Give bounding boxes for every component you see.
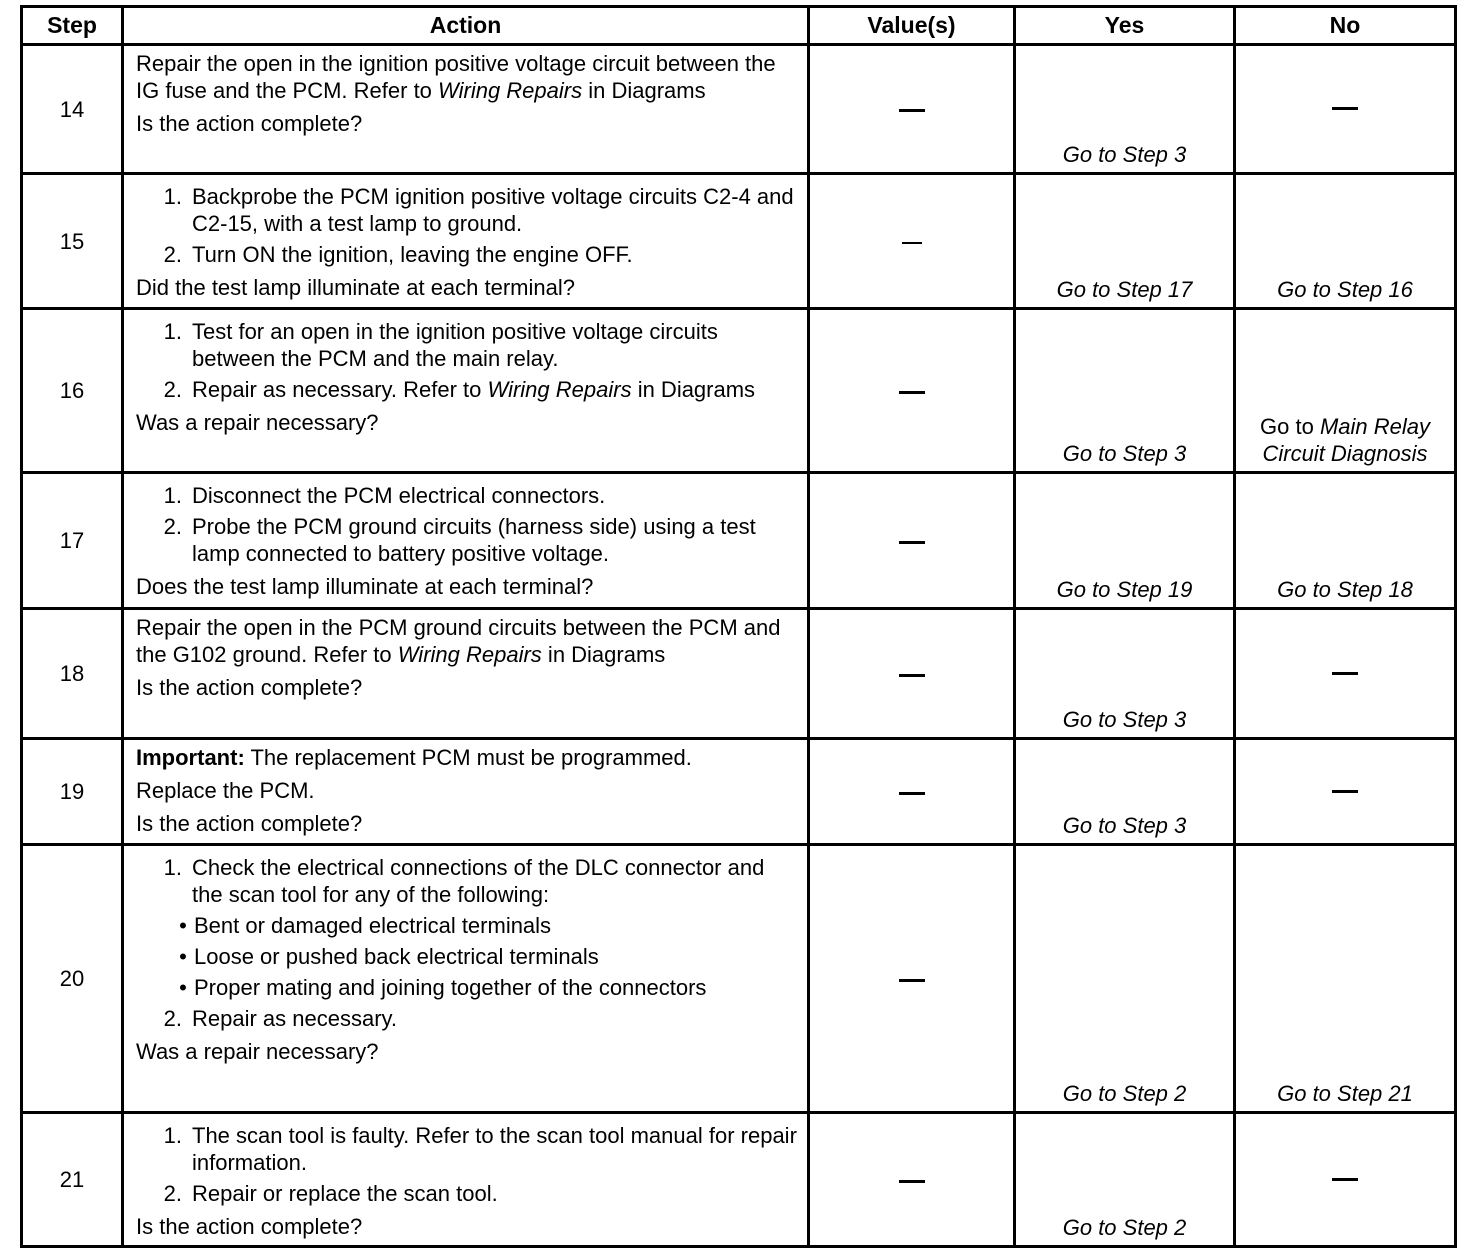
action-question: Is the action complete? (136, 111, 363, 136)
yes-cell: Go to Step 17 (1015, 174, 1235, 309)
list-item: • Proper mating and joining together of the connectors (179, 975, 707, 1000)
action-cell (123, 845, 809, 1113)
no-cell (1235, 739, 1456, 845)
action-question: Is the action complete? (136, 811, 363, 836)
step-number: 14 (22, 45, 123, 174)
numbered-item: 2. Repair as necessary. (163, 1006, 398, 1031)
diagnostic-table (20, 5, 1457, 1248)
table-row-step-19 (22, 739, 1456, 845)
action-question: Was a repair necessary? (136, 410, 379, 435)
no-cell: Go to Step 21 (1235, 845, 1456, 1113)
yes-cell: Go to Step 19 (1015, 473, 1235, 609)
table-header-row (22, 7, 1456, 45)
no-cell (1235, 45, 1456, 174)
empty-dash (899, 541, 925, 544)
value-cell (809, 174, 1015, 309)
empty-dash (899, 792, 925, 795)
value-cell (809, 1113, 1015, 1247)
numbered-item: 1. Test for an open in the ignition positive voltage circuits between the PCM and the main relay. (163, 319, 718, 371)
numbered-item: 2. Repair or replace the scan tool. (163, 1181, 498, 1206)
empty-dash (899, 391, 925, 394)
no-cell: Go to Step 18 (1235, 473, 1456, 609)
action-text: Replace the PCM. (136, 778, 315, 803)
step-number: 15 (22, 174, 123, 309)
action-cell (123, 739, 809, 845)
empty-dash (1332, 672, 1358, 675)
value-cell (809, 739, 1015, 845)
action-text: Repair the open in the PCM ground circuits between the PCM and the G102 ground. Refer to Wiring Repairs in Diagrams (136, 615, 781, 667)
action-cell (123, 309, 809, 473)
no-cell (1235, 609, 1456, 739)
empty-dash (899, 674, 925, 677)
action-question: Is the action complete? (136, 675, 363, 700)
table-row-step-16 (22, 309, 1456, 473)
action-cell (123, 45, 809, 174)
empty-dash (1332, 1178, 1358, 1181)
value-cell (809, 309, 1015, 473)
value-cell (809, 609, 1015, 739)
step-number: 21 (22, 1113, 123, 1247)
header-step: Step (22, 7, 123, 45)
numbered-item: 1. Disconnect the PCM electrical connectors. (163, 483, 606, 508)
table-row-step-20 (22, 845, 1456, 1113)
important-note: Important: The replacement PCM must be programmed. (136, 745, 692, 770)
value-cell (809, 845, 1015, 1113)
yes-cell: Go to Step 2 (1015, 1113, 1235, 1247)
table-row-step-14 (22, 45, 1456, 174)
table-row-step-15 (22, 174, 1456, 309)
empty-dash (899, 1180, 925, 1183)
table-row-step-18 (22, 609, 1456, 739)
bullet-list (172, 912, 799, 1001)
numbered-item: 1. Backprobe the PCM ignition positive voltage circuits C2-4 and C2-15, with a test lamp to ground. (163, 184, 794, 236)
yes-cell: Go to Step 3 (1015, 739, 1235, 845)
yes-cell: Go to Step 3 (1015, 45, 1235, 174)
numbered-item: 2. Turn ON the ignition, leaving the engine OFF. (163, 242, 633, 267)
numbered-item: 2. Repair as necessary. Refer to Wiring Repairs in Diagrams (163, 377, 756, 402)
empty-dash (899, 109, 925, 112)
numbered-item: 1. Check the electrical connections of the DLC connector and the scan tool for any of the following: (163, 855, 765, 907)
step-number: 20 (22, 845, 123, 1113)
step-number: 19 (22, 739, 123, 845)
table-row-step-21 (22, 1113, 1456, 1247)
step-number: 17 (22, 473, 123, 609)
yes-cell: Go to Step 3 (1015, 309, 1235, 473)
no-cell (1235, 1113, 1456, 1247)
empty-dash (1332, 107, 1358, 110)
list-item: • Loose or pushed back electrical terminals (179, 944, 599, 969)
numbered-item: 1. The scan tool is faulty. Refer to the scan tool manual for repair information. (163, 1123, 797, 1175)
no-cell: Go to Step 16 (1235, 174, 1456, 309)
empty-dash (902, 242, 922, 244)
step-number: 18 (22, 609, 123, 739)
action-cell (123, 174, 809, 309)
empty-dash (899, 979, 925, 982)
yes-cell: Go to Step 2 (1015, 845, 1235, 1113)
step-number: 16 (22, 309, 123, 473)
no-cell: Go to Main Relay Circuit Diagnosis (1235, 309, 1456, 473)
header-yes: Yes (1015, 7, 1235, 45)
header-values: Value(s) (809, 7, 1015, 45)
action-cell (123, 609, 809, 739)
action-question: Was a repair necessary? (136, 1039, 379, 1064)
header-action: Action (123, 7, 809, 45)
yes-cell: Go to Step 3 (1015, 609, 1235, 739)
action-question: Does the test lamp illuminate at each terminal? (136, 574, 594, 599)
value-cell (809, 45, 1015, 174)
table-row-step-17 (22, 473, 1456, 609)
action-text: Repair the open in the ignition positive voltage circuit between the IG fuse and the PCM. Refer to Wiring Repairs in Diagrams (136, 51, 776, 103)
header-no: No (1235, 7, 1456, 45)
action-question: Did the test lamp illuminate at each terminal? (136, 275, 575, 300)
action-cell (123, 1113, 809, 1247)
list-item: • Bent or damaged electrical terminals (179, 913, 552, 938)
empty-dash (1332, 790, 1358, 793)
value-cell (809, 473, 1015, 609)
numbered-item: 2. Probe the PCM ground circuits (harness side) using a test lamp connected to battery positive voltage. (163, 514, 756, 566)
action-cell (123, 473, 809, 609)
action-question: Is the action complete? (136, 1214, 363, 1239)
